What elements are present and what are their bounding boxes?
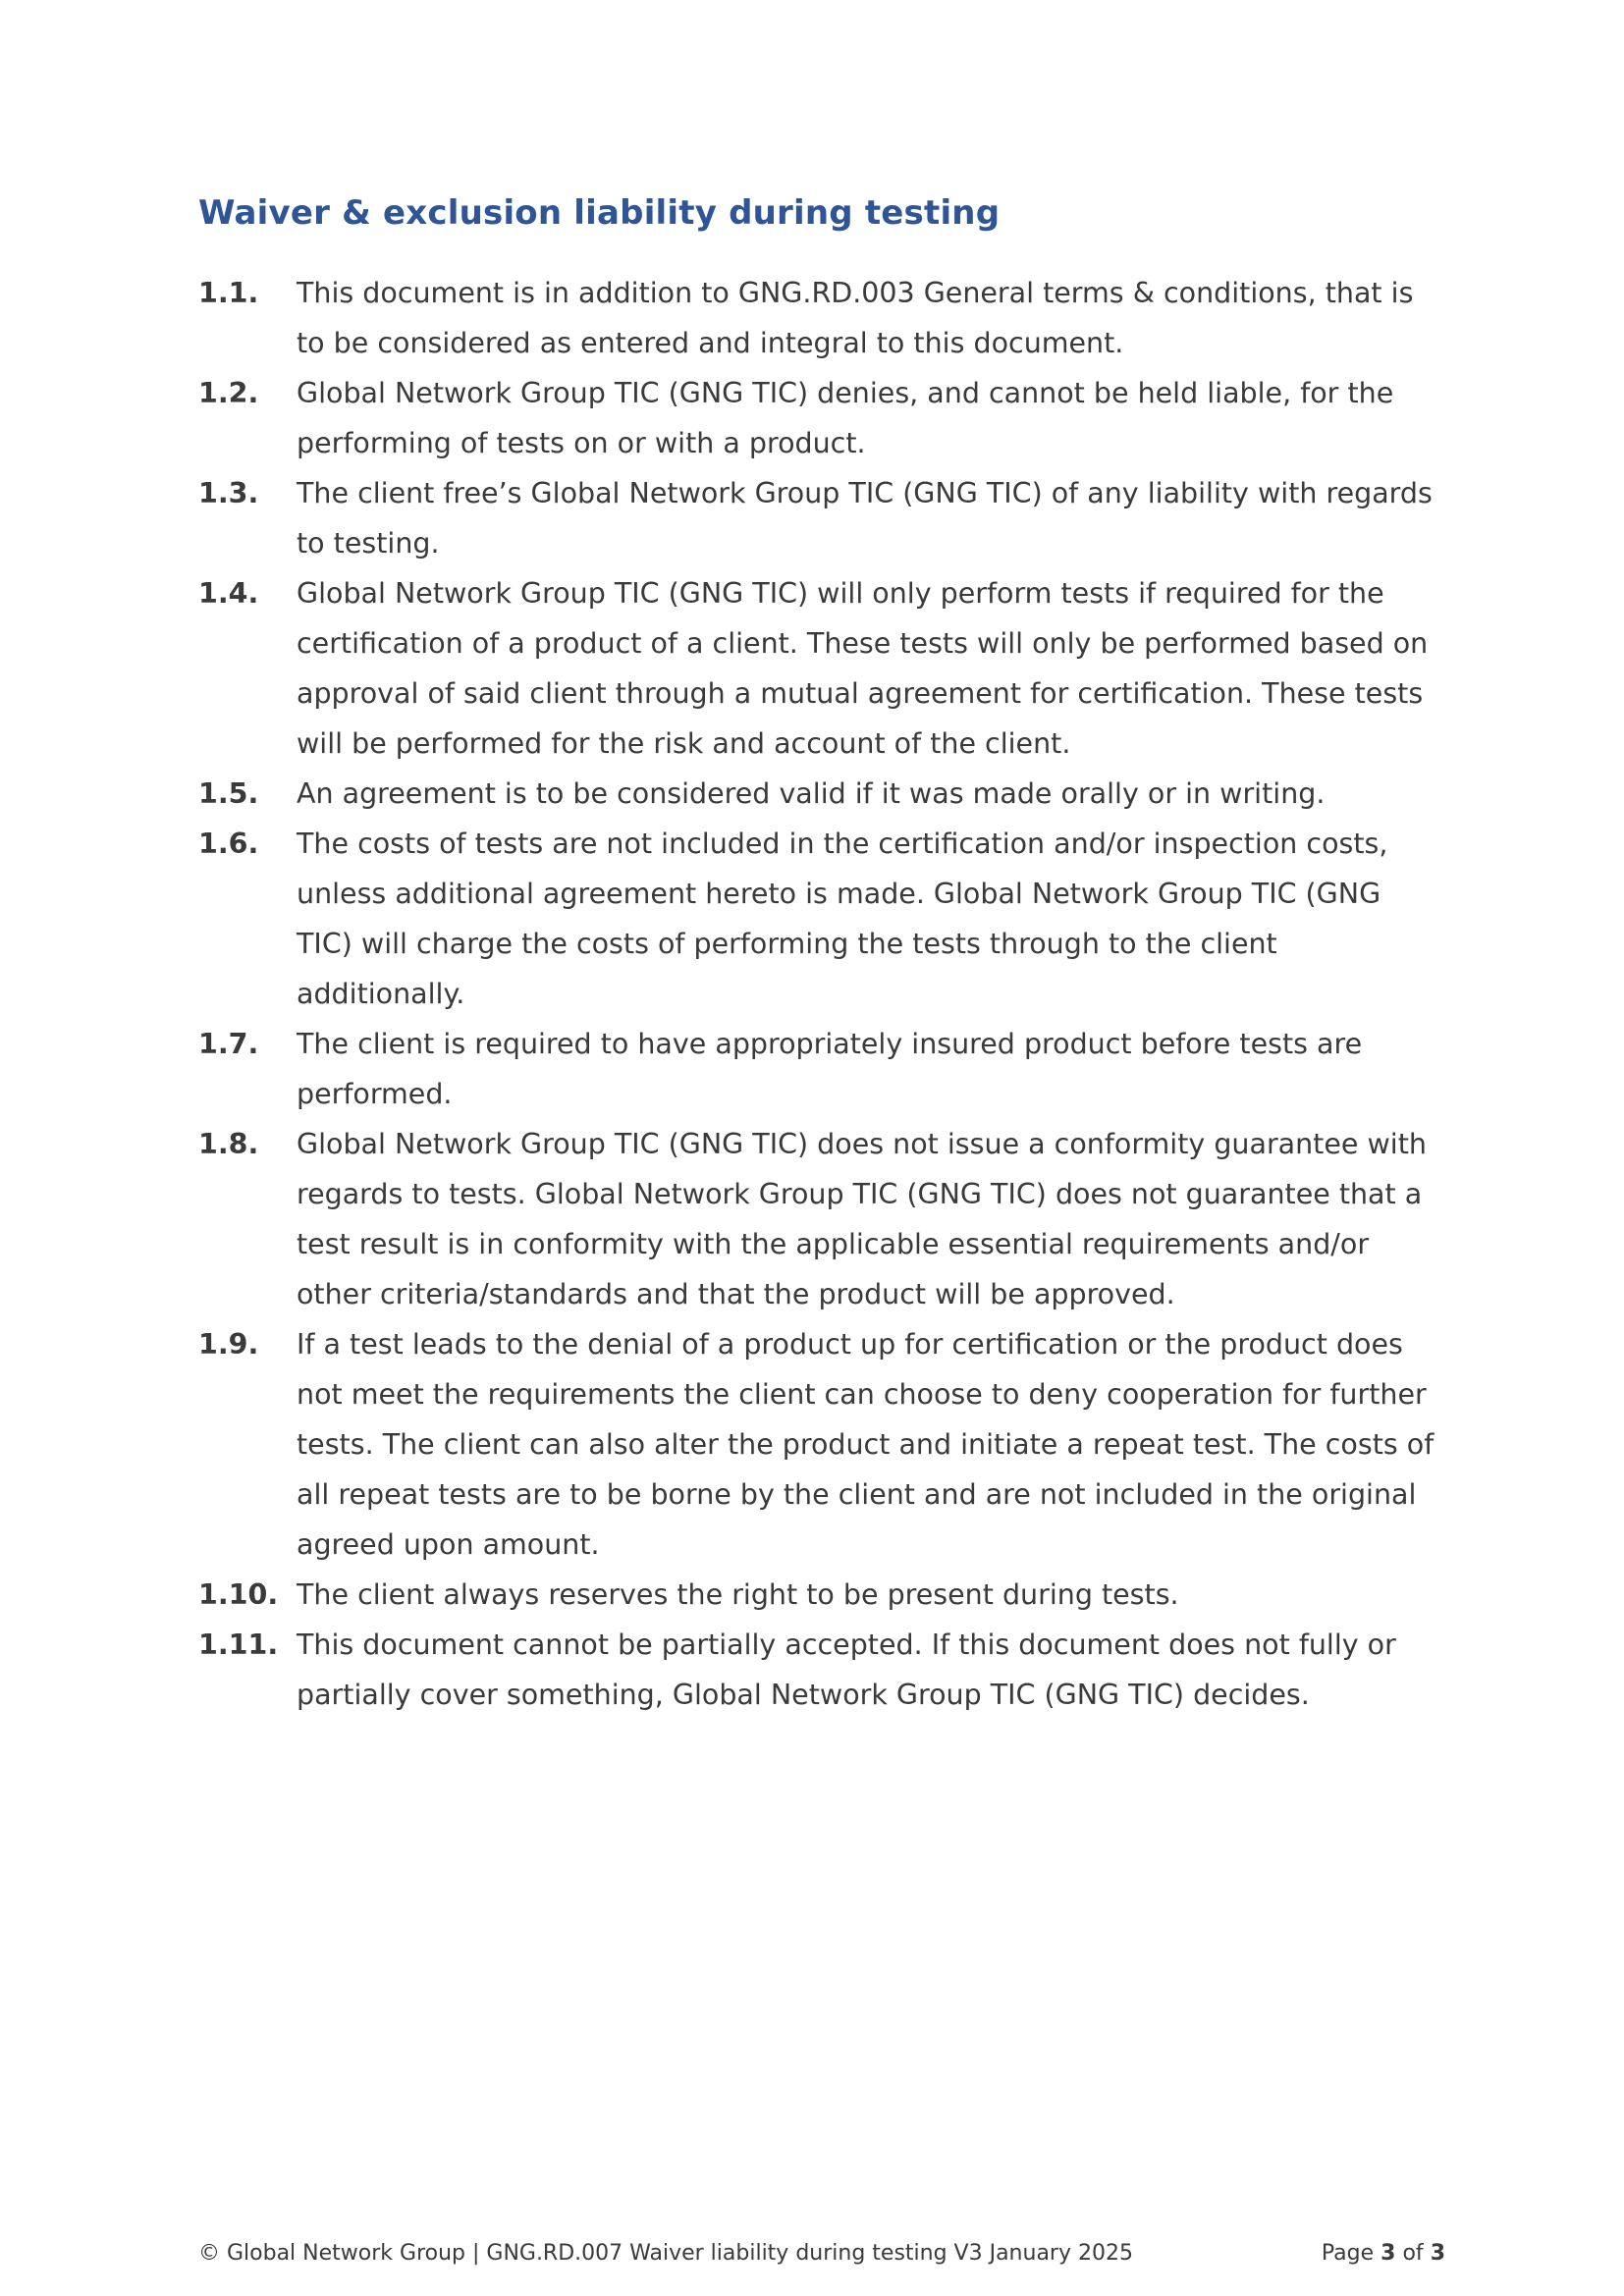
clause-item xyxy=(198,568,1445,769)
clause-item xyxy=(198,368,1445,468)
page-total: 3 xyxy=(1430,2241,1445,2266)
clause-number: 1.10. xyxy=(198,1578,279,1611)
clause-item xyxy=(198,468,1445,568)
clause-text: The client always reserves the right to be present during tests. xyxy=(297,1578,1179,1611)
clause-number: 1.2. xyxy=(198,377,259,409)
clause-text: The costs of tests are not included in the certification and/or inspection costs, unless additional agreement hereto is made. Global Network Group TIC (GNG TIC) will charge the costs of performing the tests through to the client additionally. xyxy=(297,828,1388,1010)
footer-document-reference: © Global Network Group | GNG.RD.007 Waiver liability during testing V3 January 2025 xyxy=(198,2241,1133,2266)
clause-text: Global Network Group TIC (GNG TIC) does not issue a conformity guarantee with regards to tests. Global Network Group TIC (GNG TIC) does not guarantee that a test result is in conformity with the applicable essential requirements and/or other criteria/standards and that the product will be approved. xyxy=(297,1128,1427,1310)
clause-number: 1.11. xyxy=(198,1629,279,1661)
page-footer xyxy=(198,2241,1445,2266)
clause-text: If a test leads to the denial of a product up for certification or the product does not meet the requirements the client can choose to deny cooperation for further tests. The client can also alter the product and initiate a repeat test. The costs of all repeat tests are to be borne by the client and are not included in the original agreed upon amount. xyxy=(297,1328,1435,1561)
clause-text: Global Network Group TIC (GNG TIC) will only perform tests if required for the certification of a product of a client. These tests will only be performed based on approval of said client through a mutual agreement for certification. These tests will be performed for the risk and account of the client. xyxy=(297,577,1429,760)
clause-item xyxy=(198,1019,1445,1119)
clause-text: This document is in addition to GNG.RD.003 General terms & conditions, that is to be considered as entered and integral to this document. xyxy=(297,277,1414,359)
clause-number: 1.4. xyxy=(198,577,259,610)
clause-text: The client free’s Global Network Group TIC (GNG TIC) of any liability with regards to testing. xyxy=(297,477,1433,560)
clause-item xyxy=(198,1319,1445,1570)
clause-text: This document cannot be partially accepted. If this document does not fully or partially cover something, Global Network Group TIC (GNG TIC) decides. xyxy=(297,1629,1396,1711)
clause-text: An agreement is to be considered valid if it was made orally or in writing. xyxy=(297,777,1326,810)
clause-text: Global Network Group TIC (GNG TIC) denies, and cannot be held liable, for the performing of tests on or with a product. xyxy=(297,377,1394,459)
clause-item xyxy=(198,1620,1445,1720)
clause-text: The client is required to have appropriately insured product before tests are performed. xyxy=(297,1028,1363,1110)
clause-number: 1.9. xyxy=(198,1328,259,1361)
clause-list xyxy=(198,268,1445,1720)
page-current: 3 xyxy=(1380,2241,1396,2266)
clause-number: 1.5. xyxy=(198,777,259,810)
document-title: Waiver & exclusion liability during testing xyxy=(198,193,1001,233)
clause-number: 1.3. xyxy=(198,477,259,509)
clause-number: 1.7. xyxy=(198,1028,259,1060)
clause-item xyxy=(198,769,1445,819)
page-label: Page xyxy=(1321,2241,1375,2266)
page-of-label: of xyxy=(1402,2241,1424,2266)
clause-item xyxy=(198,1119,1445,1319)
clause-item xyxy=(198,819,1445,1019)
page-number xyxy=(1322,2241,1445,2266)
clause-number: 1.8. xyxy=(198,1128,259,1160)
clause-number: 1.1. xyxy=(198,277,259,309)
clause-number: 1.6. xyxy=(198,828,259,860)
clause-item xyxy=(198,268,1445,368)
clause-item xyxy=(198,1570,1445,1620)
